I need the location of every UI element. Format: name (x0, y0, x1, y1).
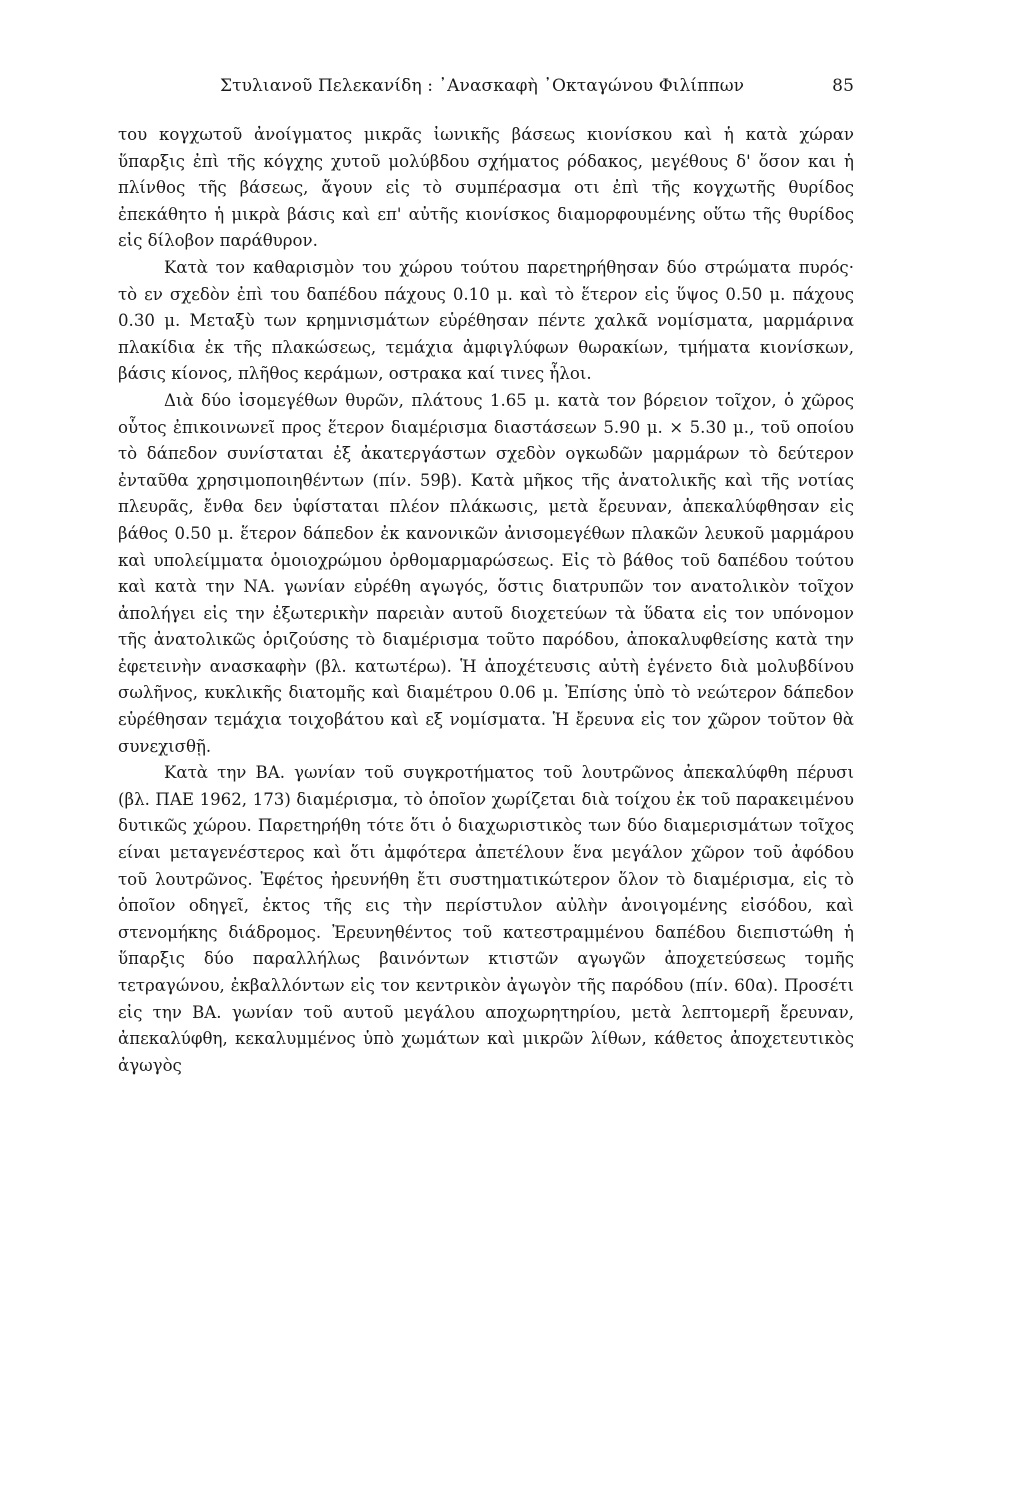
body-text (118, 122, 854, 1079)
paragraph-doors: Διὰ δύο ἰσομεγέθων θυρῶν, πλάτους 1.65 μ. κατὰ τον βόρειον τοῖχον, ὁ χῶρος οὗτος ἐπικοινωνεῖ προς ἕτερον διαμέρισμα διαστάσεων 5.90 μ. × 5.30 μ., τοῦ οποίου τὸ δάπεδον συνίσταται ἐξ ἀκατεργάστων σχεδὸν ογκωδῶν μαρμάρων τὸ δεύτερον ἐνταῦθα χρησιμοποιηθέντων (πίν. 59β). Κατὰ μῆκος τῆς ἀνατολικῆς καὶ τῆς νοτίας πλευρᾶς, ἔνθα δεν ὑφίσταται πλέον πλάκωσις, μετὰ ἔρευναν, ἀπεκαλύφθησαν εἰς βάθος 0.50 μ. ἕτερον δάπεδον ἐκ κανονικῶν ἀνισομεγέθων πλακῶν λευκοῦ μαρμάρου καὶ υπολείμματα ὁμοιοχρώμου ὀρθομαρμαρώσεως. Εἰς τὸ βάθος τοῦ δαπέδου τούτου καὶ κατὰ την ΝΑ. γωνίαν εὑρέθη αγωγός, ὅστις διατρυπῶν τον ανατολικὸν τοῖχον ἀπολήγει εἰς την ἐξωτερικὴν παρειὰν αυτοῦ διοχετεύων τὰ ὕδατα εἰς τον υπόνομον τῆς ἀνατολικῶς ὁριζούσης τὸ διαμέρισμα τοῦτο παρόδου, ἀποκαλυφθείσης κατὰ την ἐφετεινὴν ανασκαφὴν (βλ. κατωτέρω). Ἡ ἀποχέτευσις αὐτὴ ἐγένετο διὰ μολυβδίνου σωλῆνος, κυκλικῆς διατομῆς καὶ διαμέτρου 0.06 μ. Ἐπίσης ὑπὸ τὸ νεώτερον δάπεδον εὑρέθησαν τεμάχια τοιχοβάτου καὶ εξ νομίσματα. Ἡ ἔρευνα εἰς τον χῶρον τοῦτον θὰ συνεχισθῇ. (118, 390, 854, 756)
document-page (118, 68, 854, 1079)
paragraph-continuation: του κογχωτοῦ ἀνοίγματος μικρᾶς ἰωνικῆς βάσεως κιονίσκου καὶ ἡ κατὰ χώραν ὕπαρξις ἐπὶ τῆς κόγχης χυτοῦ μολύβδου σχήματος ρόδακος, μεγέθους δ' ὅσον και ἡ πλίνθος τῆς βάσεως, ἄγουν εἰς τὸ συμπέρασμα οτι ἐπὶ τῆς κογχωτῆς θυρίδος ἐπεκάθητο ἡ μικρὰ βάσις καὶ επ' αὐτῆς κιονίσκος διαμορφουμένης οὕτω τῆς θυρίδος εἰς δίλοβον παράθυρον. (118, 125, 854, 251)
running-title: Στυλιανοῦ Πελεκανίδη : ᾿Ανασκαφὴ ᾿Οκταγώνου Φιλίππων (220, 76, 745, 96)
paragraph-cleaning: Κατὰ τον καθαρισμὸν του χώρου τούτου παρετηρήθησαν δύο στρώματα πυρός· τὸ εν σχεδὸν ἐπὶ του δαπέδου πάχους 0.10 μ. καὶ τὸ ἕτερον εἰς ὕψος 0.50 μ. πάχους 0.30 μ. Μεταξὺ των κρημνισμάτων εὑρέθησαν πέντε χαλκᾶ νομίσματα, μαρμάρινα πλακίδια ἐκ τῆς πλακώσεως, τεμάχια ἀμφιγλύφων θωρακίων, τμήματα κιονίσκων, βάσις κίονος, πλῆθος κεράμων, οστρακα καί τινες ἧλοι. (118, 257, 854, 384)
paragraph-northeast-corner: Κατὰ την ΒΑ. γωνίαν τοῦ συγκροτήματος τοῦ λουτρῶνος ἀπεκαλύφθη πέρυσι (βλ. ΠΑΕ 1962, 173) διαμέρισμα, τὸ ὁποῖον χωρίζεται διὰ τοίχου ἐκ τοῦ παρακειμένου δυτικῶς χώρου. Παρετηρήθη τότε ὅτι ὁ διαχωριστικὸς των δύο διαμερισμάτων τοῖχος είναι μεταγενέστερος καὶ ὅτι ἀμφότερα ἀπετέλουν ἕνα μεγάλον χῶρον τοῦ ἀφόδου τοῦ λουτρῶνος. Ἐφέτος ἠρευνήθη ἔτι συστηματικώτερον ὅλον τὸ διαμέρισμα, εἰς τὸ ὁποῖον οδηγεῖ, ἐκτος τῆς εις τὴν περίστυλον αὐλὴν ἀνοιγομένης εἰσόδου, καὶ στενομήκης διάδρομος. Ἐρευνηθέντος τοῦ κατεστραμμένου δαπέδου διεπιστώθη ἡ ὕπαρξις δύο παραλλήλως βαινόντων κτιστῶν αγωγῶν ἀποχετεύσεως τομῆς τετραγώνου, ἐκβαλλόντων εἰς τον κεντρικὸν ἀγωγὸν τῆς παρόδου (πίν. 60α). Προσέτι εἰς την ΒΑ. γωνίαν τοῦ αυτοῦ μεγάλου αποχωρητηρίου, μετὰ λεπτομερῆ ἔρευναν, ἀπεκαλύφθη, κεκαλυμμένος ὑπὸ χωμάτων καὶ μικρῶν λίθων, κάθετος ἀποχετευτικὸς ἀγωγὸς (118, 763, 854, 1075)
page-number: 85 (832, 76, 854, 96)
running-header (118, 68, 854, 104)
